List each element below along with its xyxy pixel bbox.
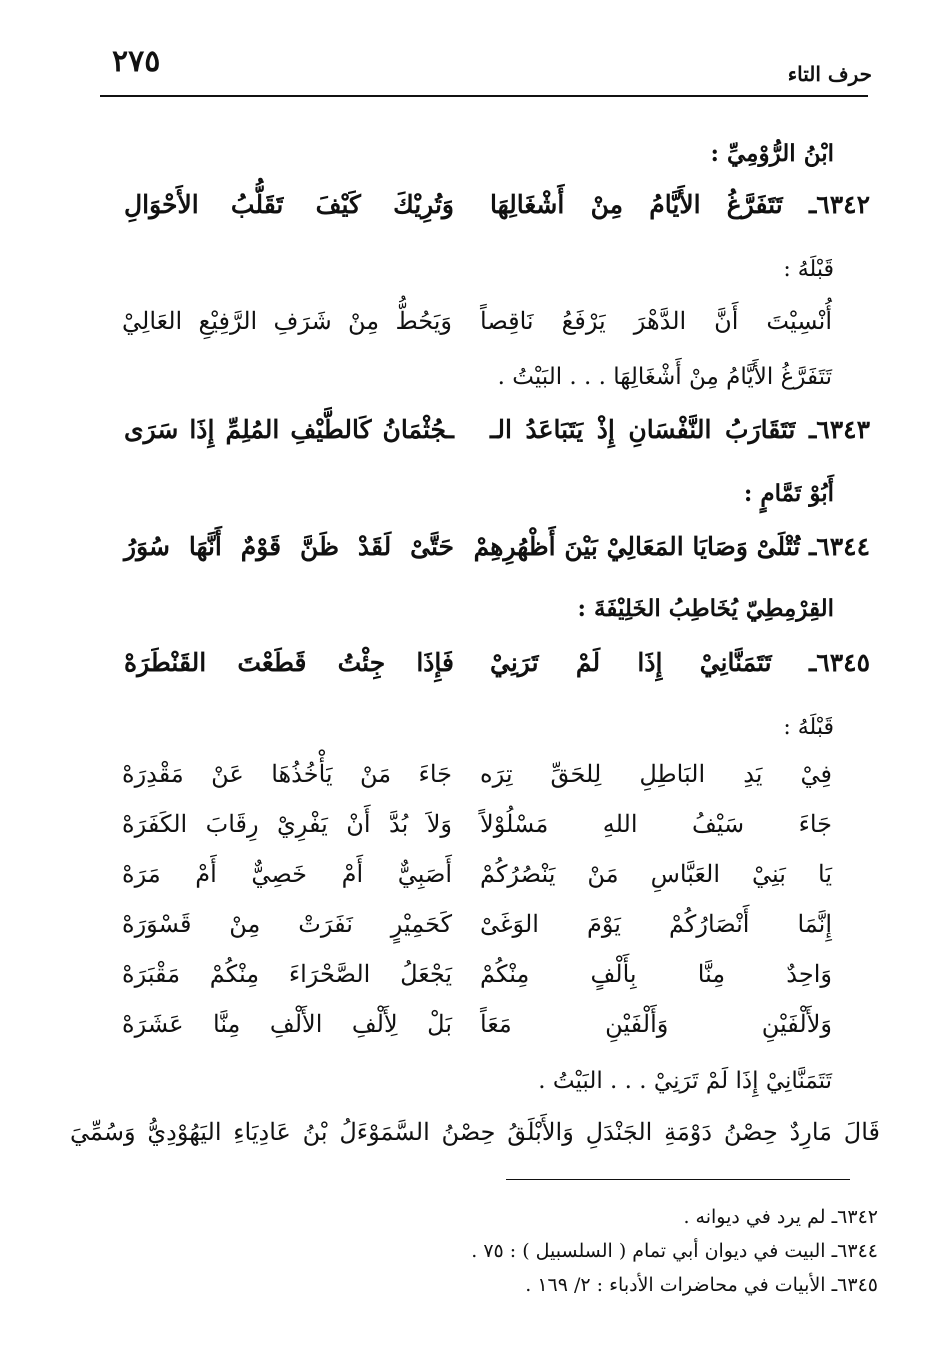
verse-first-hemistich [490,648,870,677]
quoted-second-hemistich: يَجْعَلُ الصَّحْرَاءَ مِنْكُمْ مَقْبَرَهْ [122,960,452,988]
quoted-first-hemistich: وَاحِدٌ مِنَّا بِأَلْفٍ مِنْكُمْ [480,960,832,988]
quoted-second-hemistich: بَلْ لِأَلْفِ الأَلْفِ مِنَّا عَشَرَهْ [122,1010,452,1038]
chapter-title: حرف التاء [787,62,872,86]
footnote: ٦٣٤٥ـ الأبيات في محاضرات الأدباء : ٢/ ١٦٩ . [525,1274,878,1296]
verse-number: ٦٣٤٤ـ [808,532,870,561]
verse-number: ٦٣٤٢ـ [808,190,870,219]
verse-second-hemistich: حَتَّىْ لَقَدْ ظَنَّ قَوْمٌ أَنَّهَا سُوَرُ [124,532,454,561]
verse-second-hemistich: وَتُرِيْكَ كَيْفَ تَقَلُّبُ الأَحْوَالِ [124,190,454,219]
prose-paragraph: قَالَ مَارِدٌ حِصْنُ دَوْمَةِ الجَنْدَلِ وَالأَبْلَقُ حِصْنُ السَّمَوْءَلُ بْنُ عَادِيَاءِ اليَهُوْدِيُّ وَسُمِّيَ [70,1118,880,1146]
quoted-second-hemistich: وَيَحُطُّ مِنْ شَرَفِ الرَّفِيْعِ العَالِيْ [122,307,452,335]
quoted-second-hemistich: وَلاَ بُدَّ أَنْ يَفْرِيْ رِقَابَ الكَفَرَهْ [122,810,452,838]
quoted-first-hemistich: وَلأَلْفَيْنِ وَأَلْفَيْنِ مَعَاً [480,1010,832,1038]
verse-number: ٦٣٤٥ـ [808,648,870,677]
footnote-rule [506,1179,850,1180]
quoted-first-hemistich: يَا بَنِيْ العَبَّاسِ مَنْ يَنْصُرُكُمْ [480,860,832,888]
verse-number: ٦٣٤٣ـ [808,415,870,444]
verse-first-hemistich [490,190,870,219]
hemistich-text: تَتَمَنَّانِيْ إِذَا لَمْ تَرَنِيْ [490,648,772,677]
quoted-first-hemistich: أُنْسِيْتَ أَنَّ الدَّهْرَ يَرْفَعُ نَاقِصاً [480,307,832,335]
poet-name: القِرْمِطِيّ يُخَاطِبُ الخَلِيْفَةَ : [577,595,834,622]
verse-second-hemistich: ـجُثْمَانُ كَالطَّيْفِ المُلِمِّ إِذَا سَرَى [124,415,454,444]
quoted-second-hemistich: جَاءَ مَنْ يَأْخُذُهَا عَنْ مَقْدِرَهْ [122,760,452,788]
quote-intro: قَبْلَهُ : [783,257,834,282]
verse-continuation: تَتَمَنَّانِيْ إِذَا لَمْ تَرَنِيْ . . . البَيْتُ . [538,1068,832,1094]
quoted-first-hemistich: جَاءَ سَيْفُ اللهِ مَسْلُوْلاً [480,810,832,838]
verse-first-hemistich [490,415,870,444]
quote-intro: قَبْلَهُ : [783,715,834,740]
verse-second-hemistich: فَإِذَا جِئْتُ قَطَعْتَ القَنْطَرَهْ [124,648,454,677]
quoted-second-hemistich: أَصَبِيٌّ أَمْ خَصِيٌّ أَمْ مَرَهْ [122,860,452,888]
quoted-first-hemistich: إِنَّمَا أَنْصَارُكُمْ يَوْمَ الوَغَىْ [480,910,832,938]
hemistich-text: تَتَفَرَّغُ الأَيَّامُ مِنْ أَشْغَالِهَا [490,190,783,219]
hemistich-text: تُتْلَىْ وَصَايَا المَعَالِيْ بَيْنَ أَظْهُرِهِمْ [473,532,801,561]
verse-first-hemistich [473,532,870,561]
verse-continuation: تَتَفَرَّغُ الأَيَّامُ مِنْ أَشْغَالِهَا . . . البَيْتُ . [497,364,832,390]
poet-name: ابْنُ الرُّوْمِيِّ : [710,140,834,167]
hemistich-text: تَتَقَارَبُ النَّفْسَانِ إِذْ يَتَبَاعَدُ الـ [490,415,796,444]
header-rule [100,95,868,97]
footnote: ٦٣٤٢ـ لم يرد في ديوانه . [683,1206,878,1228]
quoted-second-hemistich: كَحَمِيْرٍ نَفَرَتْ مِنْ قَسْوَرَهْ [122,910,452,938]
page-number: ٢٧٥ [112,44,161,79]
poet-name: أَبُوْ تَمَّامٍ : [743,480,834,507]
quoted-first-hemistich: فِيْ يَدِ البَاطِلِ لِلحَقِّ تِرَه [480,760,832,788]
footnote: ٦٣٤٤ـ البيت في ديوان أبي تمام ( السلسبيل ) : ٧٥ . [471,1240,878,1262]
